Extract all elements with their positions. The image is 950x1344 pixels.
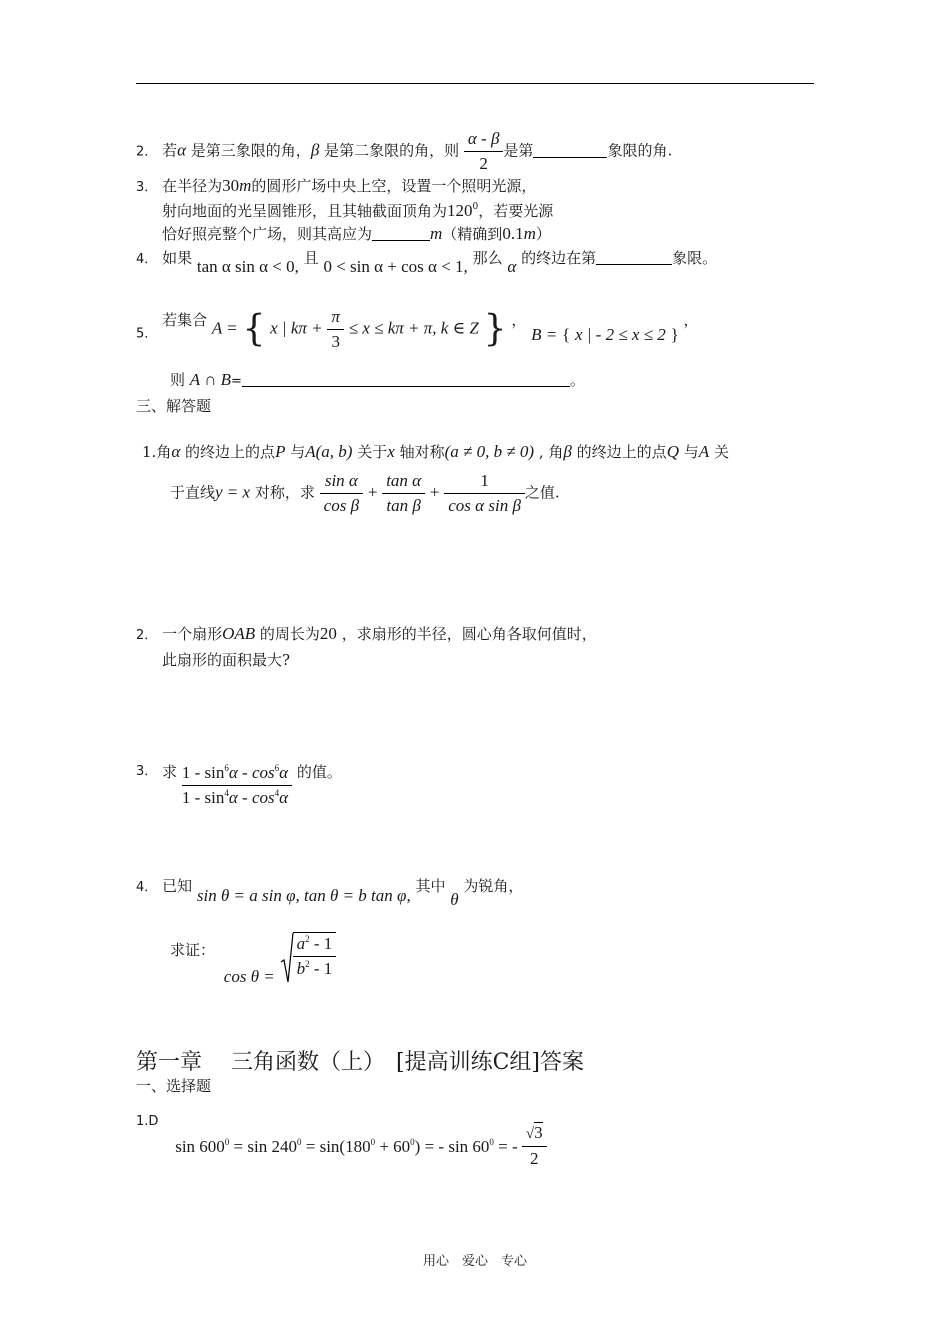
expr-part: α xyxy=(279,788,289,807)
q5-number: 5． xyxy=(136,326,158,342)
p2-text: 一个扇形 xyxy=(162,625,223,643)
fraction-denominator xyxy=(293,957,337,980)
unit: m xyxy=(239,176,252,195)
q3-text: 的圆形广场中央上空，设置一个照明光源， xyxy=(251,177,537,195)
answer-1 xyxy=(136,1114,547,1168)
q3-text: （精确到 xyxy=(442,225,503,243)
question-4 xyxy=(136,248,718,276)
intersection-expression: A ∩ B xyxy=(189,370,232,389)
q4-text: 如果 xyxy=(162,249,193,267)
problem-3 xyxy=(136,762,342,809)
degree-mark: 0 xyxy=(472,202,479,212)
answer-1-expression xyxy=(175,1137,522,1156)
fraction-denominator xyxy=(182,786,292,809)
unit: m xyxy=(430,224,443,243)
p3-text: 求 xyxy=(162,763,178,781)
q4-condition-2: 0 < sin α + cos α < 1, xyxy=(323,257,468,276)
q4-condition-1: tan α sin α < 0, xyxy=(196,257,299,276)
chapter-heading: 第一章 三角函数（上） [提高训练C组]答案 xyxy=(136,1050,584,1075)
fraction-denominator: 2 xyxy=(479,154,488,173)
q5-text: 。 xyxy=(569,371,585,389)
expr-part: - 1 xyxy=(309,959,333,978)
point-p: P xyxy=(275,442,286,461)
q4-text: 那么 xyxy=(472,249,503,267)
point-a: A(a, b) xyxy=(305,442,353,461)
p1-text: 的终边上的点 xyxy=(185,443,276,461)
alpha-symbol: α xyxy=(171,442,181,461)
p1-text: 与 xyxy=(683,443,699,461)
p4-number: 4． xyxy=(136,880,158,895)
fraction-denominator: 3 xyxy=(331,332,340,351)
fraction-sin-alpha-over-cos-beta xyxy=(320,470,363,517)
q2-text-5: 象限的角. xyxy=(607,141,673,160)
p4-given: sin θ = a sin φ, tan θ = b tan φ, xyxy=(196,886,411,905)
sector-name: OAB xyxy=(222,624,256,643)
q5-text: 则 xyxy=(170,371,186,389)
degree-mark: 0 xyxy=(296,1137,302,1147)
p2-text: 的周长为 xyxy=(259,625,320,643)
p1-text: 于直线 xyxy=(170,483,216,502)
set-a-condition: ≤ x ≤ kπ + π, k ∈ Z xyxy=(348,318,479,338)
fraction-numerator xyxy=(182,762,292,786)
expr-part: = sin 240 xyxy=(229,1137,297,1156)
p1-text: 关 xyxy=(713,443,729,461)
expr-part: = - xyxy=(493,1137,518,1156)
fraction-numerator: 1 xyxy=(444,470,525,494)
problem-1-line-2 xyxy=(170,470,560,517)
fraction-denominator: cos α sin β xyxy=(448,496,521,515)
p3-number: 3． xyxy=(136,764,158,779)
p4-text: 已知 xyxy=(162,877,193,895)
degree-mark: 0 xyxy=(224,1137,230,1147)
question-3-line-1 xyxy=(136,176,536,198)
point-q: Q xyxy=(666,442,679,461)
expr-part: 1 - sin xyxy=(181,788,225,807)
q2-fraction xyxy=(464,128,504,175)
radical-sign-icon xyxy=(280,932,294,984)
radicand xyxy=(293,932,337,980)
q5-text: ， xyxy=(511,311,527,329)
problem-4 xyxy=(136,876,524,909)
fraction-denominator: tan β xyxy=(386,496,421,515)
exponent: 2 xyxy=(305,934,310,944)
q4-text: 的终边在第 xyxy=(521,249,597,267)
q4-text: 象限。 xyxy=(672,249,718,267)
degree-mark: 0 xyxy=(489,1137,494,1147)
page-footer: 用心 爱心 专心 xyxy=(422,1254,527,1269)
degree-mark: 0 xyxy=(370,1137,376,1147)
expr-part: + 60 xyxy=(375,1137,411,1156)
q3-number: 3． xyxy=(136,180,158,195)
problem-4-prove xyxy=(170,934,333,992)
p1-text: 角 xyxy=(156,443,172,461)
unit: m xyxy=(523,224,536,243)
q2-text-4: 是第 xyxy=(503,141,534,160)
beta-symbol: β xyxy=(563,442,572,461)
equals-sign: = xyxy=(231,374,242,389)
p1-number: 1. xyxy=(142,443,157,461)
problem-2-line-2: 此扇形的面积最大? xyxy=(162,651,291,669)
sqrt-expression xyxy=(280,932,337,984)
p1-text: 轴对称 xyxy=(399,443,445,461)
answer-blank[interactable] xyxy=(596,249,672,265)
p1-text: 之值. xyxy=(524,483,560,502)
p1-text: 关于 xyxy=(357,443,388,461)
p2-number: 2． xyxy=(136,628,158,643)
perimeter-value: 20 xyxy=(319,624,337,643)
p1-text: 的终边上的点 xyxy=(576,443,667,461)
q4-text: 且 xyxy=(303,249,319,267)
q2-number: 2． xyxy=(136,144,158,160)
fraction-numerator xyxy=(522,1122,547,1147)
q2-text-3: 是第二象限的角，则 xyxy=(324,141,460,160)
set-b-label: B = xyxy=(531,324,558,344)
set-b-condition: x | - 2 ≤ x ≤ 2 xyxy=(574,324,666,344)
exponent: 2 xyxy=(305,959,310,969)
answer-blank[interactable] xyxy=(372,225,430,241)
line-y-equals-x: y = x xyxy=(215,482,251,502)
cos-theta-lhs: cos θ = xyxy=(223,967,275,986)
pi-over-3 xyxy=(327,306,344,353)
fraction-denominator: cos β xyxy=(323,496,360,515)
sqrt3-over-2 xyxy=(522,1122,547,1170)
angle-value: 120 xyxy=(447,201,473,220)
p2-text: ，求扇形的半径，圆心角各取何值时， xyxy=(341,625,597,643)
x-axis-label: x xyxy=(387,442,395,461)
exponent: 4 xyxy=(224,788,229,798)
expr-part: - 1 xyxy=(309,934,333,953)
expr-part: 1 - sin xyxy=(181,763,225,782)
set-a-label: A = xyxy=(211,318,238,338)
plus-sign: + xyxy=(429,482,440,502)
problem-2-line-1 xyxy=(136,624,597,646)
set-a xyxy=(212,306,507,353)
answer-blank[interactable] xyxy=(242,371,570,387)
question-3-line-2 xyxy=(162,201,553,221)
expr-part: a xyxy=(296,934,306,953)
q5-text: ， xyxy=(683,311,699,329)
question-5-answer-line xyxy=(170,370,585,392)
q3-text: 在半径为 xyxy=(162,177,223,195)
p3-fraction xyxy=(182,762,292,809)
answer-blank[interactable] xyxy=(533,142,607,158)
q2-text-1: 若 xyxy=(162,141,178,160)
sqrt-fraction xyxy=(293,933,337,980)
q3-text: 射向地面的光呈圆锥形，且其轴截面顶角为 xyxy=(162,202,448,220)
expr-part: sin 600 xyxy=(175,1137,225,1156)
expr-part: b xyxy=(296,959,306,978)
radicand: 3 xyxy=(534,1123,543,1142)
expr-part: ) = - sin 60 xyxy=(414,1137,490,1156)
q3-text: 恰好照亮整个广场，则其高应为 xyxy=(162,225,373,243)
fraction-tan-alpha-over-tan-beta xyxy=(382,470,425,517)
degree-mark: 0 xyxy=(410,1137,415,1147)
q4-number: 4． xyxy=(136,252,158,267)
section-heading-1: 一、选择题 xyxy=(136,1077,212,1095)
left-brace: { xyxy=(562,324,571,344)
set-a-condition: x | kπ + xyxy=(270,318,323,338)
p4-text: 求证： xyxy=(170,941,216,959)
p1-text: 与 xyxy=(290,443,306,461)
point-a: A xyxy=(698,442,710,461)
expr-part: α - cos xyxy=(228,788,275,807)
question-2 xyxy=(136,128,672,175)
expr-part: α xyxy=(279,763,289,782)
set-b xyxy=(531,326,683,344)
q5-text: 若集合 xyxy=(162,311,208,329)
fraction-numerator: α - β xyxy=(464,128,504,152)
radius-value: 30 xyxy=(222,176,240,195)
answer-label: 1.D xyxy=(136,1114,159,1129)
fraction-numerator: tan α xyxy=(382,470,425,494)
fraction-denominator: 2 xyxy=(530,1149,539,1168)
exponent: 4 xyxy=(274,788,280,798)
q2-text-2: 是第三象限的角， xyxy=(190,141,311,160)
fraction-numerator: sin α xyxy=(320,470,363,494)
exponent: 6 xyxy=(274,763,280,773)
theta-symbol: θ xyxy=(450,890,459,909)
radical-sign-icon: √ xyxy=(525,1126,535,1142)
alpha-symbol: α xyxy=(507,257,517,276)
expr-part: = sin(180 xyxy=(301,1137,371,1156)
alpha-symbol: α xyxy=(177,140,187,160)
plus-sign: + xyxy=(367,482,378,502)
question-3-line-3 xyxy=(162,224,551,244)
precision-value: 0.1 xyxy=(502,224,524,243)
right-brace: } xyxy=(483,308,507,350)
exponent: 6 xyxy=(224,763,229,773)
problem-1-line-1 xyxy=(142,442,729,462)
p4-text: 其中 xyxy=(415,877,446,895)
p4-text: 为锐角， xyxy=(463,877,524,895)
p1-text: 对称，求 xyxy=(254,483,315,502)
p1-text: , 角 xyxy=(538,443,564,461)
q3-text: ，若要光源 xyxy=(478,202,554,220)
beta-symbol: β xyxy=(310,140,320,160)
expr-part: α - cos xyxy=(228,763,275,782)
question-5 xyxy=(136,307,699,357)
section-heading-3: 三、解答题 xyxy=(136,397,212,415)
left-brace: { xyxy=(242,308,266,350)
fraction-numerator xyxy=(293,933,337,957)
fraction-one-over-cos-sin xyxy=(444,470,525,517)
p1-condition: (a ≠ 0, b ≠ 0) xyxy=(444,442,535,461)
q3-text: ） xyxy=(535,225,551,243)
p3-text: 的值。 xyxy=(296,763,342,781)
right-brace: } xyxy=(670,324,679,344)
fraction-numerator: π xyxy=(327,306,344,330)
header-rule xyxy=(136,83,814,84)
